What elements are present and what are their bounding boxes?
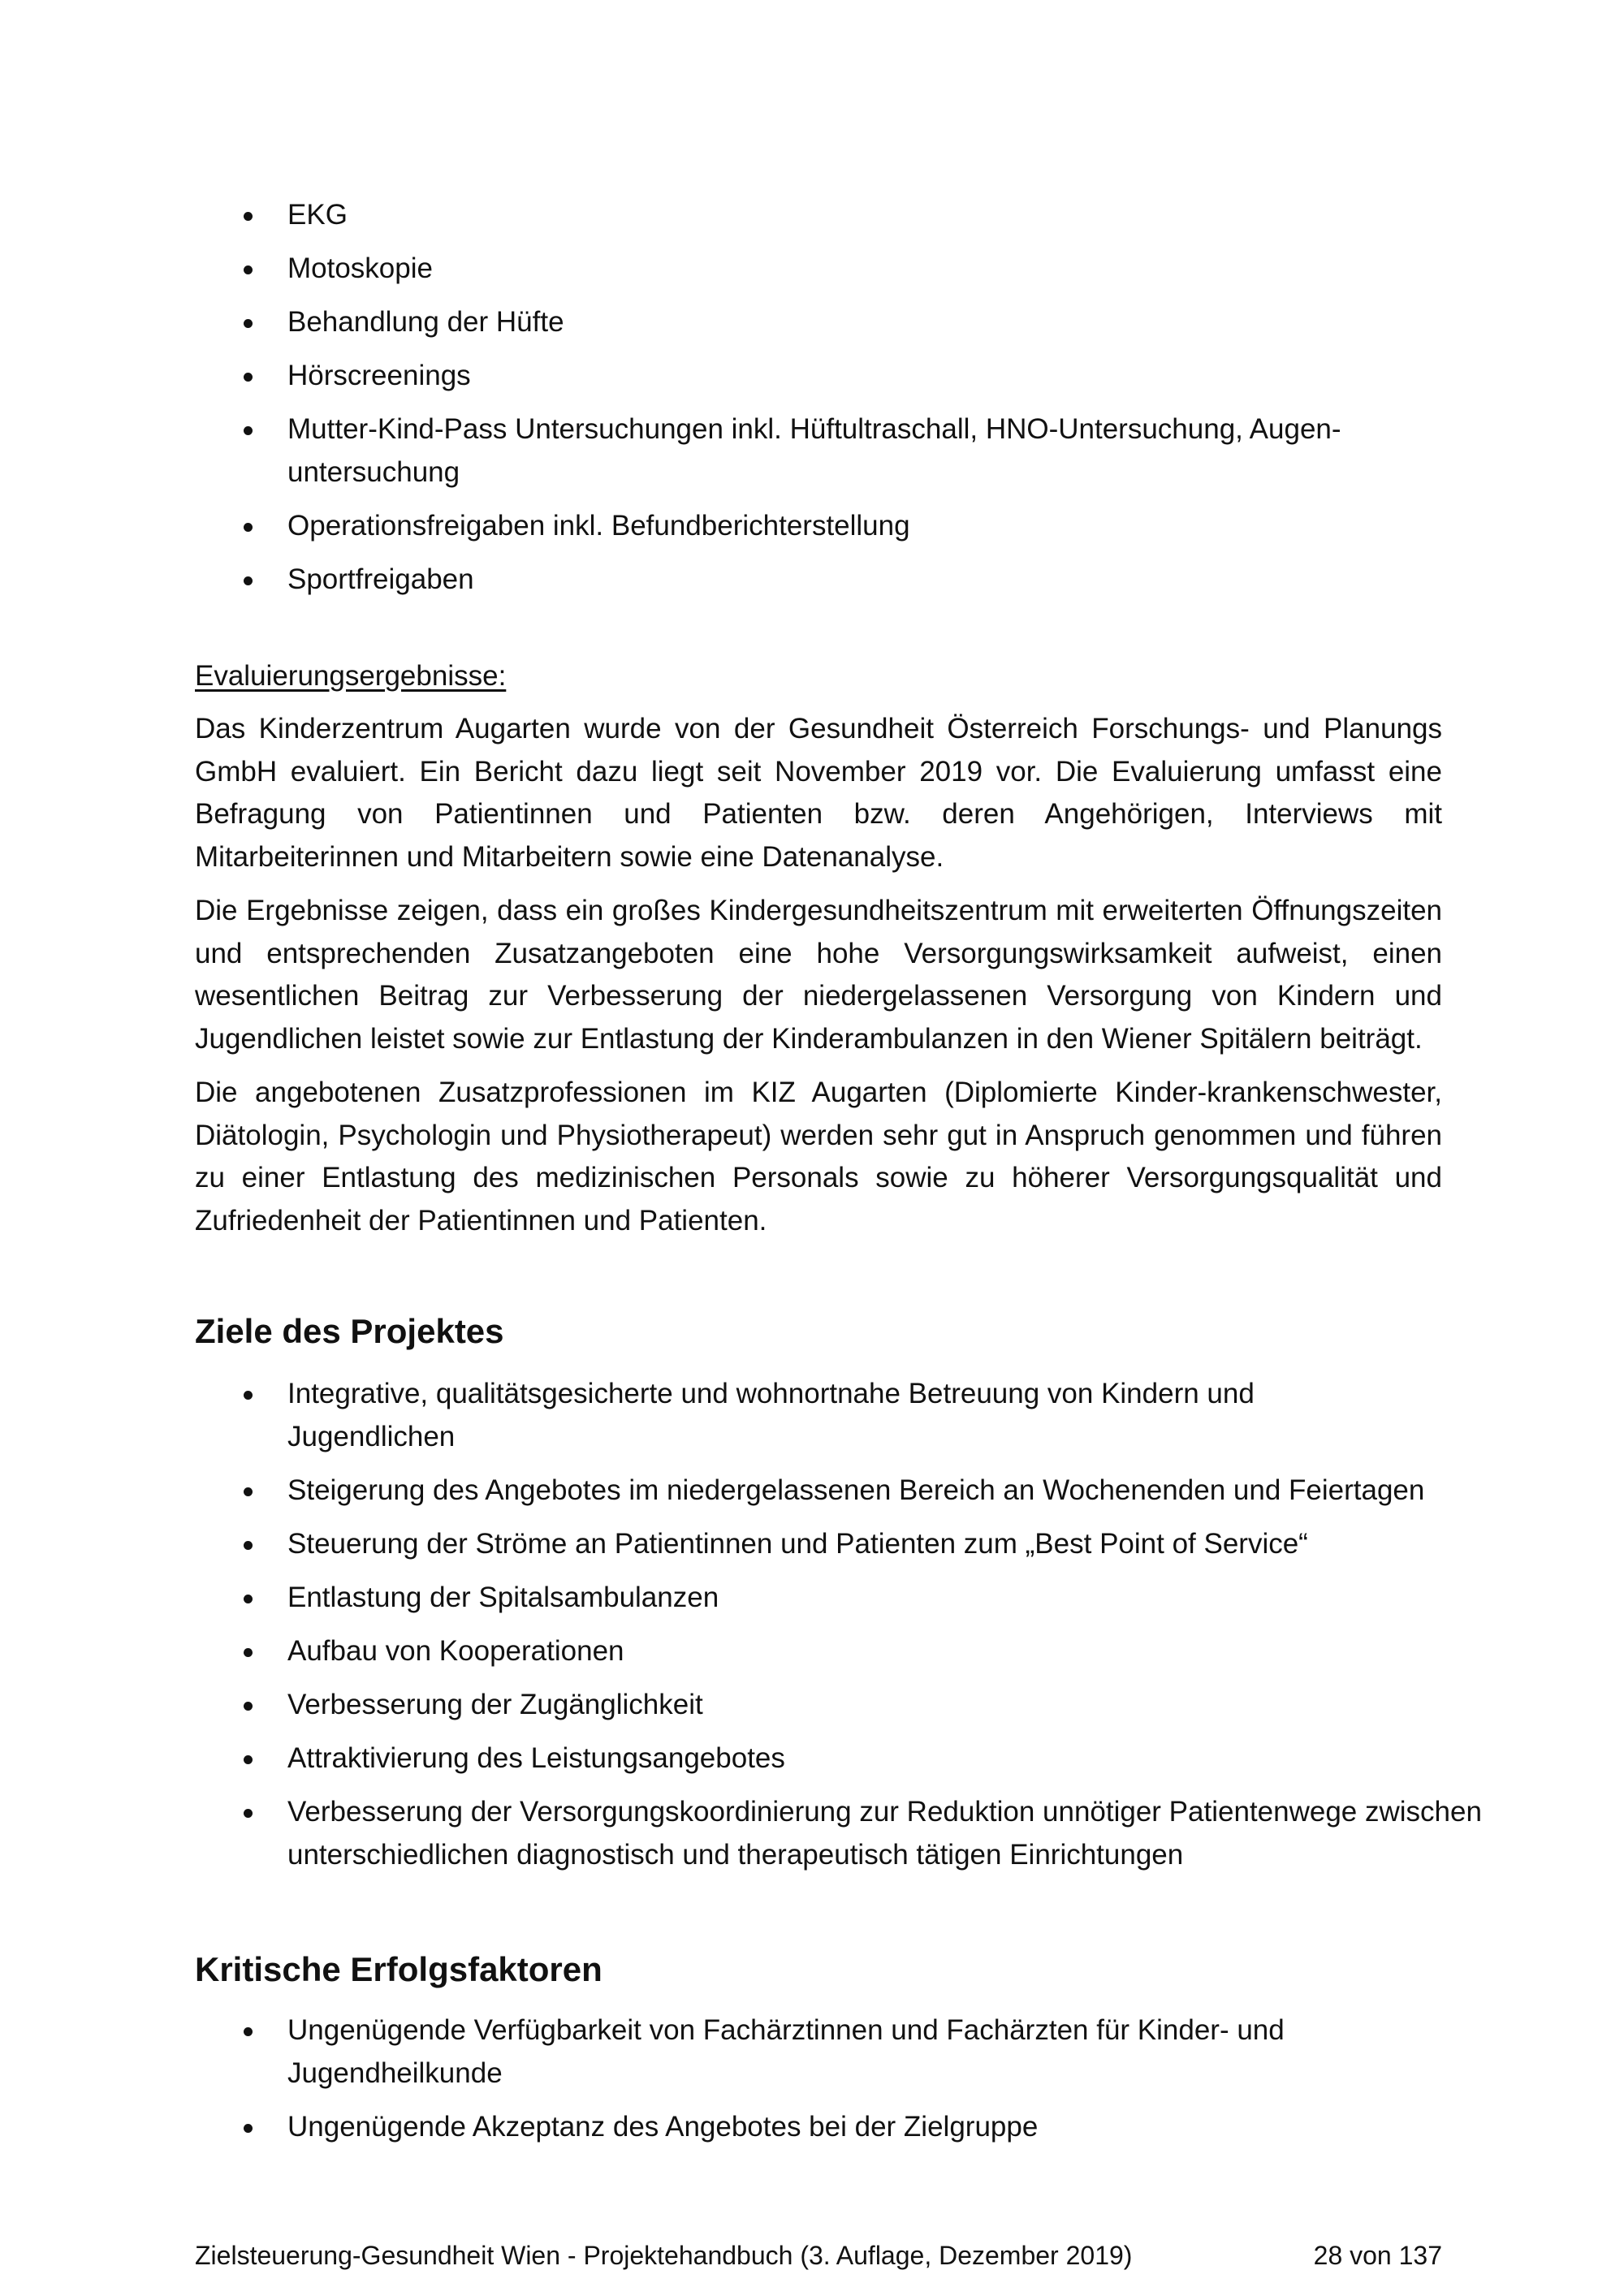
list-item: Integrative, qualitätsgesicherte und wohnortnahe Betreuung von Kindern und Jugendlichen [195,1372,1408,1458]
factors-heading: Kritische Erfolgsfaktoren [195,1950,603,1988]
bullet-icon [244,319,253,328]
goals-heading: Ziele des Projektes [195,1312,504,1350]
list-item: Attraktivierung des Leistungsangebotes [195,1737,1442,1780]
bullet-icon [244,1702,253,1711]
list-item: Behandlung der Hüfte [195,300,1442,343]
list-item: Ungenügende Verfügbarkeit von Fachärztinnen und Fachärzten für Kinder- und Jugendheilkunde [195,2009,1424,2095]
list-item: Entlastung der Spitalsambulanzen [195,1576,1442,1619]
bullet-icon [244,1487,253,1496]
factors-list [195,2009,1442,2159]
bullet-icon [244,426,253,435]
list-item: Operationsfreigaben inkl. Befundberichterstellung [195,504,1442,547]
paragraph: Die Ergebnisse zeigen, dass ein großes Kindergesundheitszentrum mit erweiterten Öffnungszeiten und entsprechenden Zusatzangeboten eine hohe Versorgungswirksamkeit aufweist, einen wesentlichen Beitrag zur Verbesserung der niedergelassenen Versorgung von Kindern und Jugendlichen leistet sowie zur Entlastung der Kinderambulanzen in den Wiener Spitälern beiträgt. [195,895,1442,1055]
list-item: Aufbau von Kooperationen [195,1629,1442,1672]
list-item: Mutter-Kind-Pass Untersuchungen inkl. Hüftultraschall, HNO-Untersuchung, Augen-untersuchung [195,408,1432,494]
paragraph: Die angebotenen Zusatzprofessionen im KIZ Augarten (Diplomierte Kinder-krankenschwester, Diätologin, Psychologin und Physiotherapeut) werden sehr gut in Anspruch genommen und führen zu einer Entlastung des medizinischen Personals sowie zu höherer Versorgungsqualität und Zufriedenheit der Patientinnen und Patienten. [195,1077,1442,1236]
bullet-icon [244,212,253,221]
list-item: Steigerung des Angebotes im niedergelassenen Bereich an Wochenenden und Feiertagen [195,1469,1442,1512]
bullet-icon [244,265,253,274]
bullet-icon [244,1391,253,1400]
bullet-icon [244,1755,253,1764]
list-item: Verbesserung der Zugänglichkeit [195,1683,1442,1726]
bullet-icon [244,2124,253,2133]
list-item: EKG [195,193,1442,236]
bullet-icon [244,1809,253,1818]
list-item: Motoskopie [195,247,1442,290]
paragraph: Das Kinderzentrum Augarten wurde von der Gesundheit Österreich Forschungs- und Planungs GmbH evaluiert. Ein Bericht dazu liegt seit November 2019 vor. Die Evaluierung umfasst eine Befragung von Patientinnen und Patienten bzw. deren Angehörigen, Interviews mit Mitarbeiterinnen und Mitarbeitern sowie eine Datenanalyse. [195,713,1442,873]
list-item: Verbesserung der Versorgungskoordinierung zur Reduktion unnötiger Patientenwege zwischen unterschiedlichen diagnostisch und therapeutisch tätigen Einrichtungen [195,1790,1489,1876]
bullet-icon [244,576,253,585]
list-item: Sportfreigaben [195,558,1442,601]
bullet-icon [244,523,253,532]
page-number: 28 von 137 [1313,2241,1442,2270]
evaluation-heading: Evaluierungsergebnisse: [195,660,507,692]
bullet-icon [244,1595,253,1603]
list-item: Hörscreenings [195,354,1442,397]
evaluation-text [195,708,1442,1254]
bullet-icon [244,373,253,382]
list-item: Ungenügende Akzeptanz des Angebotes bei der Zielgruppe [195,2105,1442,2148]
bullet-icon [244,1648,253,1657]
treatment-list [195,193,1442,611]
goals-list [195,1372,1482,1887]
list-item: Steuerung der Ströme an Patientinnen und Patienten zum „Best Point of Service“ [195,1522,1442,1565]
footer-title: Zielsteuerung-Gesundheit Wien - Projektehandbuch (3. Auflage, Dezember 2019) [195,2241,1133,2270]
bullet-icon [244,1541,253,1550]
bullet-icon [244,2027,253,2036]
